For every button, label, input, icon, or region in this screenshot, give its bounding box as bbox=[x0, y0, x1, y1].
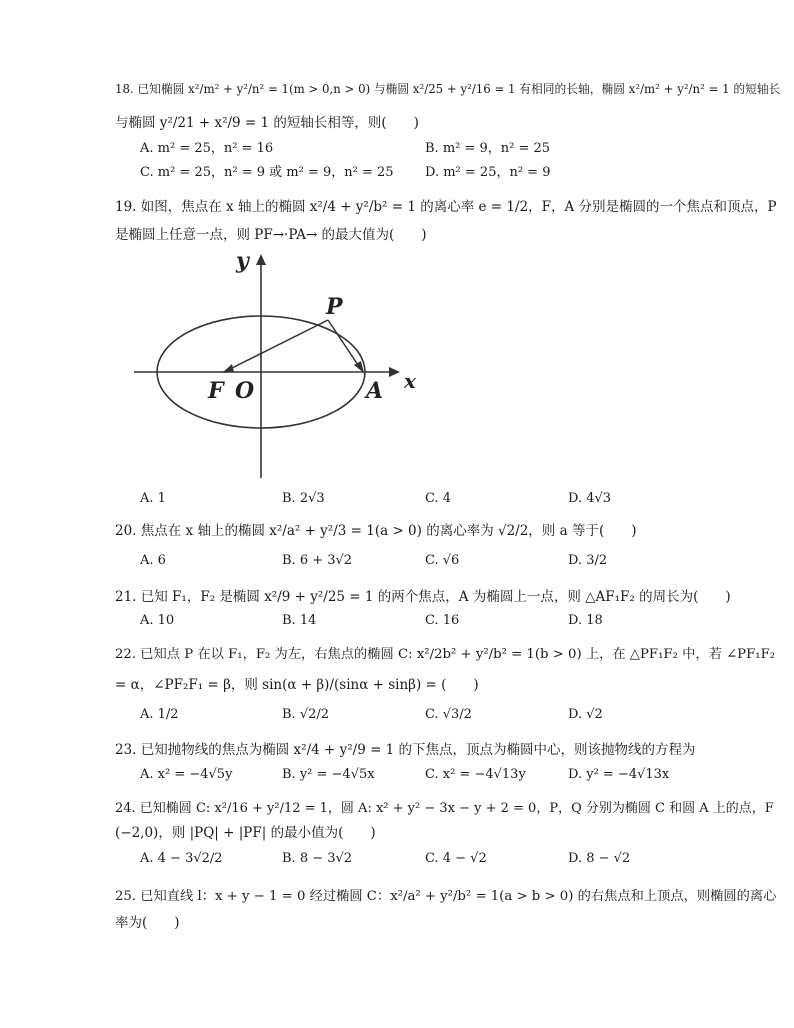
q22-option-a: A. 1/2 bbox=[140, 707, 179, 722]
q19-option-a: A. 1 bbox=[140, 491, 166, 506]
q22-line-2: = α，∠PF₂F₁ = β，则 sin(α + β)/(sinα + sinβ) = ( ) bbox=[115, 677, 479, 693]
q22-option-d: D. √2 bbox=[568, 707, 603, 722]
q21-option-d: D. 18 bbox=[568, 613, 603, 628]
y-axis-arrow bbox=[256, 254, 266, 265]
vector-pa bbox=[328, 320, 360, 368]
q19-option-b: B. 2√3 bbox=[282, 491, 325, 506]
q24-line-1: 24. 已知椭圆 C: x²/16 + y²/12 = 1，圆 A: x² + y² − 3x − y + 2 = 0，P，Q 分别为椭圆 C 和圆 A 上的点，F bbox=[115, 801, 774, 816]
q20-option-d: D. 3/2 bbox=[568, 553, 608, 568]
q19-line-2: 是椭圆上任意一点，则 PF→·PA→ 的最大值为( ) bbox=[115, 227, 427, 243]
q18-option-b: B. m² = 9，n² = 25 bbox=[425, 141, 551, 156]
q21-option-c: C. 16 bbox=[425, 613, 460, 628]
q22-option-b: B. √2/2 bbox=[282, 707, 330, 722]
vector-pf-arrow bbox=[222, 364, 234, 373]
q18-line-2: 与椭圆 y²/21 + x²/9 = 1 的短轴长相等，则( ) bbox=[115, 115, 419, 131]
q21-option-a: A. 10 bbox=[140, 613, 175, 628]
q19-line-1: 19. 如图，焦点在 x 轴上的椭圆 x²/4 + y²/b² = 1 的离心率 e = 1/2，F，A 分别是椭圆的一个焦点和顶点，P bbox=[115, 199, 777, 215]
q20-line-1: 20. 焦点在 x 轴上的椭圆 x²/a² + y²/3 = 1(a > 0) 的离心率为 √2/2，则 a 等于( ) bbox=[115, 523, 637, 539]
q24-option-c: C. 4 − √2 bbox=[425, 851, 487, 866]
q21-line-1: 21. 已知 F₁，F₂ 是椭圆 x²/9 + y²/25 = 1 的两个焦点，A 为椭圆上一点，则 △AF₁F₂ 的周长为( ) bbox=[115, 589, 731, 605]
q24-option-b: B. 8 − 3√2 bbox=[282, 851, 353, 866]
q23-option-a: A. x² = −4√5y bbox=[140, 767, 233, 782]
q22-option-c: C. √3/2 bbox=[425, 707, 472, 722]
q23-line-1: 23. 已知抛物线的焦点为椭圆 x²/4 + y²/9 = 1 的下焦点，顶点为椭圆中心，则该抛物线的方程为 bbox=[115, 742, 696, 758]
q23-option-c: C. x² = −4√13y bbox=[425, 767, 526, 782]
vector-pf bbox=[228, 320, 328, 370]
label-a: A bbox=[366, 378, 384, 404]
q20-option-a: A. 6 bbox=[140, 553, 166, 568]
label-p: P bbox=[326, 294, 343, 320]
q19-option-d: D. 4√3 bbox=[568, 491, 612, 506]
q21-option-b: B. 14 bbox=[282, 613, 317, 628]
q24-option-d: D. 8 − √2 bbox=[568, 851, 631, 866]
x-axis-arrow bbox=[389, 367, 400, 377]
q23-option-b: B. y² = −4√5x bbox=[282, 767, 375, 782]
q24-line-2: (−2,0)，则 |PQ| + |PF| 的最小值为( ) bbox=[115, 825, 376, 841]
q19-option-c: C. 4 bbox=[425, 491, 452, 506]
q20-option-b: B. 6 + 3√2 bbox=[282, 553, 353, 568]
q18-option-c: C. m² = 25，n² = 9 或 m² = 9，n² = 25 bbox=[140, 165, 394, 180]
label-y: y bbox=[236, 250, 249, 274]
ellipse-figure bbox=[130, 250, 420, 482]
q23-option-d: D. y² = −4√13x bbox=[568, 767, 670, 782]
label-f: F bbox=[208, 378, 224, 404]
label-x: x bbox=[404, 369, 416, 393]
q20-option-c: C. √6 bbox=[425, 553, 460, 568]
q25-line-2: 率为( ) bbox=[115, 915, 180, 931]
q22-line-1: 22. 已知点 P 在以 F₁，F₂ 为左，右焦点的椭圆 C: x²/2b² + y²/b² = 1(b > 0) 上，在 △PF₁F₂ 中，若 ∠PF₁F₂ bbox=[115, 647, 776, 662]
label-o: O bbox=[235, 378, 255, 404]
q18-option-d: D. m² = 25，n² = 9 bbox=[425, 165, 551, 180]
q18-option-a: A. m² = 25，n² = 16 bbox=[140, 141, 274, 156]
q18-line-1: 18. 已知椭圆 x²/m² + y²/n² = 1(m > 0,n > 0) 与椭圆 x²/25 + y²/16 = 1 有相同的长轴，椭圆 x²/m² + y²/n² = 1 的短轴长 bbox=[115, 82, 781, 96]
q24-option-a: A. 4 − 3√2/2 bbox=[140, 851, 223, 866]
q25-line-1: 25. 已知直线 l：x + y − 1 = 0 经过椭圆 C：x²/a² + y²/b² = 1(a > b > 0) 的右焦点和上顶点，则椭圆的离心 bbox=[115, 889, 777, 904]
